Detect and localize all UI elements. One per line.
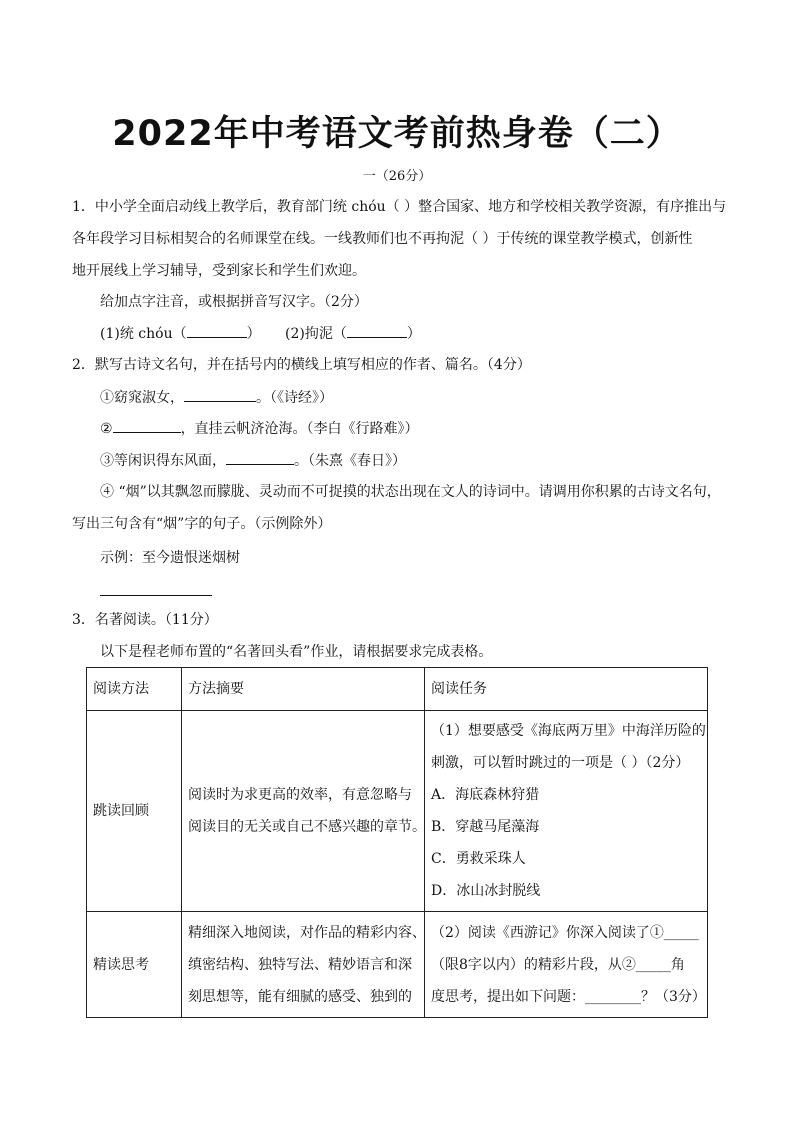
table-header-row xyxy=(87,668,708,711)
table-header-summary: 方法摘要 xyxy=(182,668,425,711)
table-header-task: 阅读任务 xyxy=(425,668,708,711)
q2-item2-text-a: ② xyxy=(100,421,113,437)
q3-header: 3．名著阅读。（11分） xyxy=(72,612,218,628)
q1-instruction: 给加点字注音，或根据拼音写汉字。（2分） xyxy=(100,294,368,310)
option-b[interactable]: B．穿越马尾藻海 xyxy=(431,819,540,835)
row1-task xyxy=(425,711,708,912)
q2-item-2 xyxy=(100,418,419,439)
q2-item3-blank[interactable] xyxy=(226,450,294,465)
q2-item3-text-b: 。（朱熹《春日》） xyxy=(294,453,406,469)
row2-task-line-2: （限8字以内）的精彩片段，从②_____角 xyxy=(431,956,685,973)
reading-task-table xyxy=(86,667,708,1018)
table-header-method: 阅读方法 xyxy=(87,668,182,711)
row2-summary-line-1: 精细深入地阅读，对作品的精彩内容、 xyxy=(188,924,426,941)
row2-method: 精读思考 xyxy=(87,912,182,1018)
row1-task-line-2: 刺激，可以暂时跳过的一项是（ ）（2分） xyxy=(431,755,690,771)
q2-example: 示例：至今遗恨迷烟树 xyxy=(100,550,240,566)
option-c[interactable]: C．勇救采珠人 xyxy=(431,851,526,867)
exam-title: 2022年中考语文考前热身卷（二） xyxy=(112,114,682,154)
table-row xyxy=(87,711,708,912)
q1-sub1-label: (1)统 chóu（ xyxy=(100,326,187,342)
q1-sub2-label: (2)拘泥（ xyxy=(285,326,347,342)
option-d[interactable]: D．冰山冰封脱线 xyxy=(431,883,541,899)
q2-item1-text-a: ①窈窕淑女， xyxy=(100,390,184,406)
q1-subquestion-2 xyxy=(285,323,421,344)
q1-sub2-blank[interactable] xyxy=(347,323,407,338)
q2-answer-line[interactable] xyxy=(100,595,212,596)
table-row xyxy=(87,912,708,1018)
q3-intro: 以下是程老师布置的“名著回头看”作业，请根据要求完成表格。 xyxy=(100,644,493,660)
q2-item-1 xyxy=(100,387,333,408)
option-a[interactable]: A．海底森林狩猎 xyxy=(431,787,540,803)
row2-summary-line-2: 缜密结构、独特写法、精妙语言和深 xyxy=(188,956,412,973)
q2-item2-blank[interactable] xyxy=(113,418,181,433)
row1-summary-line-1: 阅读时为求更高的效率，有意忽略与 xyxy=(188,787,412,803)
q2-item1-blank[interactable] xyxy=(184,387,256,402)
q2-item-4-line-1: ④ “烟”以其飘忽而朦胧、灵动而不可捉摸的状态出现在文人的诗词中。请调用你积累的古诗文名句， xyxy=(100,484,721,500)
row2-task xyxy=(425,912,708,1018)
q1-sub2-end: ） xyxy=(406,326,421,342)
q1-sub1-end: ） xyxy=(246,326,261,342)
q2-item2-text-b: ，直挂云帆济沧海。（李白《行路难》） xyxy=(180,421,419,437)
q2-item3-text-a: ③等闲识得东风面， xyxy=(100,453,226,469)
q1-subquestion-1 xyxy=(100,323,261,344)
row2-task-line-1: （2）阅读《西游记》你深入阅读了①_____ xyxy=(431,924,699,941)
q2-header: 2．默写古诗文名句，并在括号内的横线上填写相应的作者、篇名。（4分） xyxy=(72,357,531,373)
q2-item-4-line-2: 写出三句含有“烟”字的句子。（示例除外） xyxy=(72,516,332,532)
q1-sub1-blank[interactable] xyxy=(187,323,247,338)
q2-item-3 xyxy=(100,450,406,471)
row2-summary xyxy=(182,912,425,1018)
q1-line-2: 各年段学习目标相契合的名师课堂在线。一线教师们也不再拘泥（ ）于传统的课堂教学模式，创新性 xyxy=(72,231,693,247)
row2-summary-line-3: 刻思想等，能有细腻的感受、独到的 xyxy=(188,988,412,1005)
row1-task-line-1: （1）想要感受《海底两万里》中海洋历险的 xyxy=(431,723,706,739)
row2-task-line-3: 度思考，提出如下问题：________？（3分） xyxy=(431,988,706,1005)
row1-summary xyxy=(182,711,425,912)
q1-line-3: 地开展线上学习辅导，受到家长和学生们欢迎。 xyxy=(72,263,366,279)
row1-method: 跳读回顾 xyxy=(87,711,182,912)
row1-summary-line-2: 阅读目的无关或自己不感兴趣的章节。 xyxy=(188,819,426,835)
q2-item1-text-b: 。（《诗经》） xyxy=(256,390,333,406)
section-heading: 一（26分） xyxy=(362,169,432,184)
q1-line-1: 1．中小学全面启动线上教学后，教育部门统 chóu（ ）整合国家、地方和学校相关教学资源，有序推出与 xyxy=(72,199,727,215)
